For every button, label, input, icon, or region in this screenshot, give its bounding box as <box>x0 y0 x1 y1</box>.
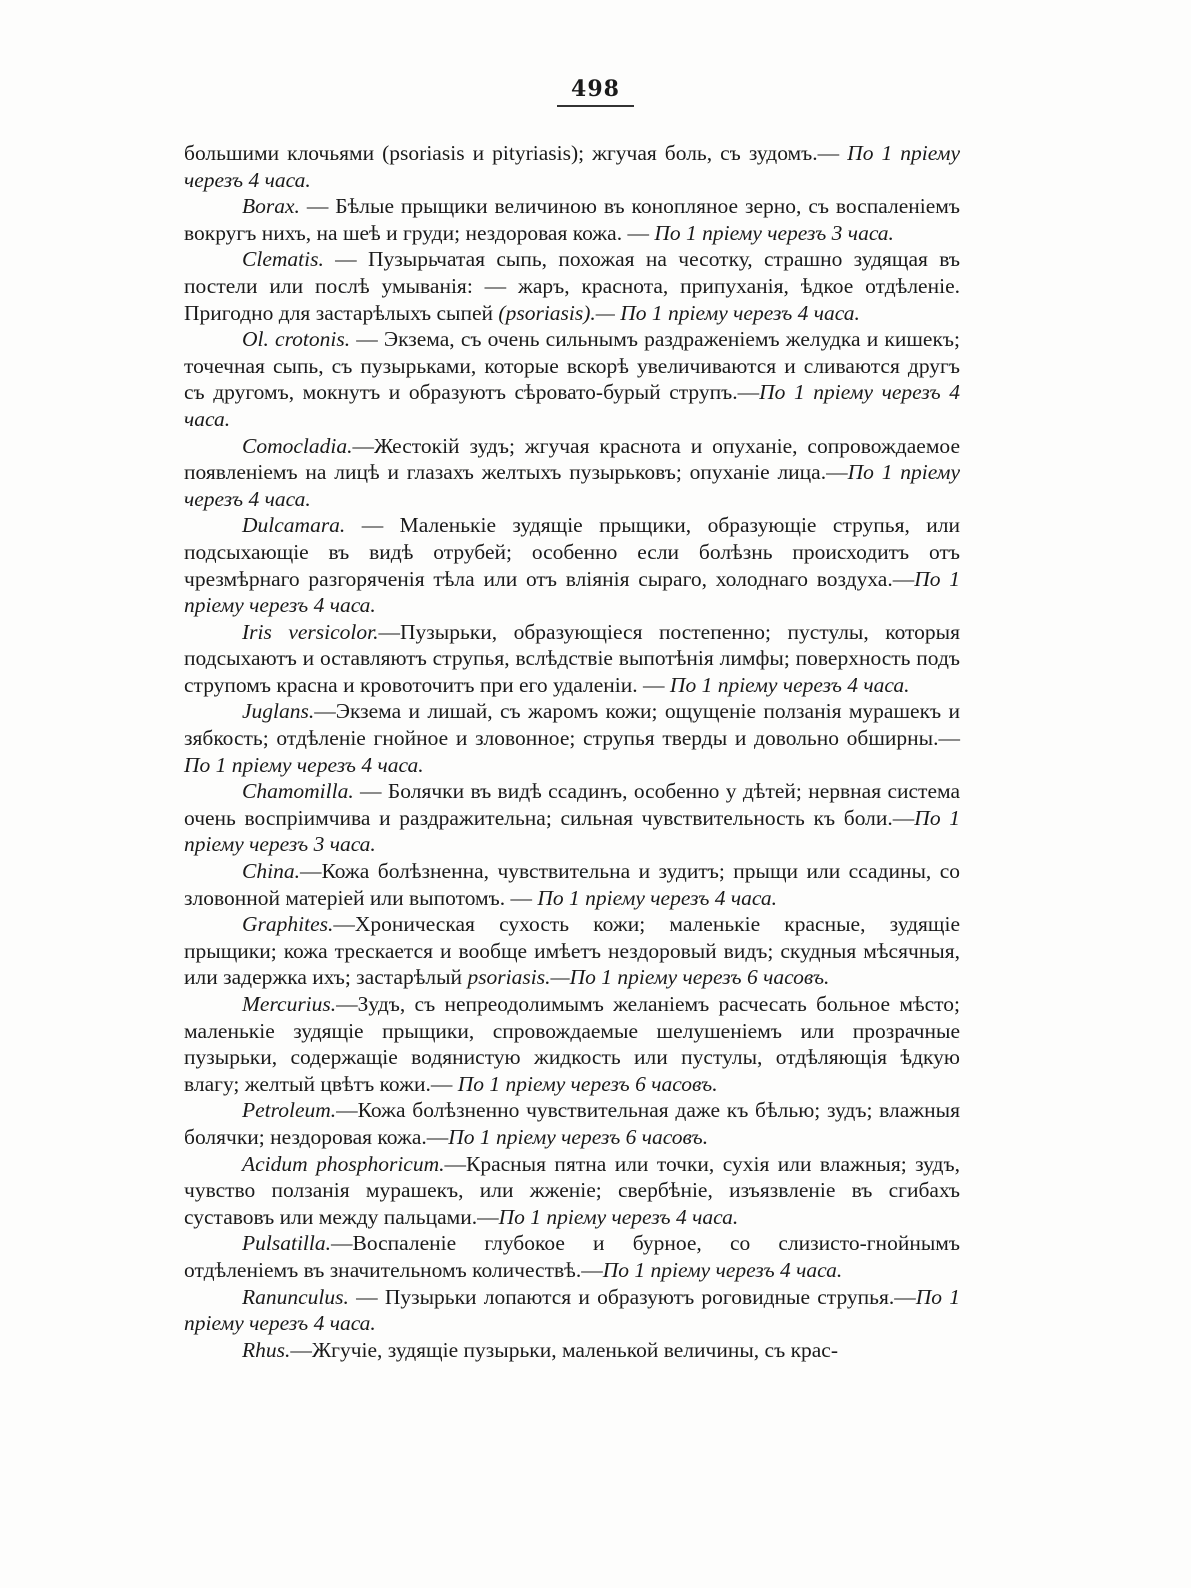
paragraph-text: —Жестокій зудъ; жгучая краснота и опуханіе, сопровождаемое появленіемъ на лицѣ и глазахъ желтыхъ пузырьковъ; опуханіе лица.— <box>184 433 960 485</box>
paragraph-text: — Бѣлые прыщики величиною въ конопляное зерно, съ воспаленіемъ вокругъ нихъ, на шеѣ и груди; нездоровая кожа. — <box>184 194 960 245</box>
remedy-paragraph-ol-crotonis <box>184 326 960 432</box>
paragraph-text: —Зудъ, съ непреодолимымъ желаніемъ расчесать больное мѣсто; маленькіе зудящіе прыщики, спровождаемые шелушеніемъ или прозрачные пузырьки, содержащіе водянистую жидкость или пустулы, отдѣляющія ѣдкую влагу; желтый цвѣтъ кожи.— <box>184 992 960 1096</box>
dosage-instruction: По 1 пріему черезъ 4 часа. <box>184 141 960 192</box>
paragraph-text: —Кожа болѣзненна, чувствительна и зудитъ; прыщи или ссадины, со зловонной матеріей или выпотомъ. — <box>184 859 960 910</box>
remedy-paragraph-acidum-phosphoricum <box>184 1151 960 1231</box>
remedy-name: Iris versicolor. <box>242 619 379 644</box>
remedy-paragraph-petroleum <box>184 1097 960 1150</box>
remedy-name: Comocladia. <box>242 433 353 458</box>
dosage-instruction: По 1 пріему черезъ 4 часа. <box>184 566 961 618</box>
remedy-name: Clematis. <box>242 247 324 272</box>
remedy-name: Acidum phosphoricum. <box>242 1151 445 1176</box>
dosage-instruction: По 1 пріему черезъ 3 часа. <box>184 805 961 857</box>
page-body <box>184 140 960 1363</box>
dosage-instruction: По 1 пріему черезъ 6 часовъ. <box>448 1124 709 1149</box>
remedy-paragraph-rhus <box>184 1337 960 1364</box>
dosage-instruction: По 1 пріему черезъ 4 часа. <box>669 672 910 697</box>
paragraph-text: большими клочьями (psoriasis и pityriasis); жгучая боль, съ зудомъ.— <box>184 141 840 165</box>
paragraph-text: —Кожа болѣзненно чувствительная даже къ бѣлью; зудъ; влажныя болячки; нездоровая кожа.— <box>184 1098 960 1149</box>
paragraph-text: —Хроническая сухость кожи; маленькіе красные, зудящіе прыщики; кожа трескается и вообще имѣетъ нездоровый видъ; скудныя мѣсячныя, или задержка ихъ; застарѣлый <box>184 912 960 990</box>
dosage-instruction: По 1 пріему черезъ 4 часа. <box>602 1257 843 1282</box>
dosage-instruction: По 1 пріему черезъ 4 часа. <box>184 380 961 431</box>
paragraph-text: — Пузырьки лопаются и образуютъ роговидные струпья.— <box>348 1284 916 1309</box>
paragraph-text: — Экзема, съ очень сильнымъ раздраженіемъ желудка и кишекъ; точечная сыпь, съ пузырьками, которые вскорѣ увеличиваются и сливаются другъ съ другомъ, мокнутъ и образуютъ сѣровато-бурый струпъ.— <box>184 327 960 405</box>
paragraph-text: — Маленькіе зудящіе прыщики, образующіе струпья, или подсыхающіе въ видѣ отрубей; особенно если болѣзнь происходитъ отъ чрезмѣрнаго разгоряченія тѣла или отъ вліянія сыраго, холоднаго воздуха.— <box>184 513 960 591</box>
page-number: 498 <box>557 75 634 107</box>
remedy-paragraph-pulsatilla <box>184 1230 960 1283</box>
remedy-paragraph-iris-versicolor <box>184 619 960 699</box>
paragraph-text: — Болячки въ видѣ ссадинъ, особенно у дѣтей; нервная система очень воспріимчива и раздражительна; сильная чувствительность къ боли.— <box>184 779 960 830</box>
paragraph-text: —Жгучіе, зудящіе пузырьки, маленькой величины, съ крас- <box>290 1337 839 1362</box>
remedy-name: Petroleum. <box>242 1098 337 1123</box>
remedy-name: Pulsatilla. <box>242 1231 331 1256</box>
remedy-paragraph-graphites <box>184 911 960 991</box>
dosage-instruction: По 1 пріему черезъ 4 часа. <box>537 885 777 910</box>
dosage-instruction: (psoriasis).— По 1 пріему черезъ 4 часа. <box>498 300 860 325</box>
paragraph-text: —Пузырьки, образующіеся постепенно; пустулы, которыя подсыхаютъ и оставляютъ струпья, вслѣдствіе выпотѣнія лимфы; поверхность подъ струпомъ красна и кровоточитъ при его удаленіи. — <box>184 619 960 697</box>
remedy-name: Mercurius. <box>242 992 337 1016</box>
remedy-paragraph-china <box>184 858 960 911</box>
remedy-paragraph-juglans <box>184 698 960 778</box>
remedy-paragraph-comocladia <box>184 433 960 513</box>
remedy-name: Ranunculus. <box>242 1284 349 1309</box>
dosage-instruction: По 1 пріему черезъ 6 часовъ. <box>457 1071 718 1096</box>
remedy-paragraph-ranunculus <box>184 1284 960 1337</box>
dosage-instruction: По 1 пріему черезъ 4 часа. <box>498 1204 739 1229</box>
page-header <box>0 75 1191 107</box>
dosage-instruction: По 1 пріему черезъ 4 часа. <box>184 752 424 777</box>
dosage-instruction: psoriasis.—По 1 пріему черезъ 6 часовъ. <box>467 965 830 990</box>
remedy-name: Dulcamara. <box>242 513 346 538</box>
paragraph-text: —Воспаленіе глубокое и бурное, со слизисто-гнойнымъ отдѣленіемъ въ значительномъ количествѣ.— <box>184 1231 960 1282</box>
dosage-instruction: По 1 пріему черезъ 4 часа. <box>184 1284 960 1336</box>
paragraph-text: — Пузырьчатая сыпь, похожая на чесотку, страшно зудящая въ постели или послѣ умыванія: — жаръ, краснота, припуханія, ѣдкое отдѣленіе. Пригодно для застарѣлыхъ сыпей <box>184 247 960 325</box>
remedy-name: Juglans. <box>242 699 315 724</box>
remedy-name: China. <box>242 859 300 884</box>
remedy-name: Chamomilla. <box>242 779 354 804</box>
remedy-name: Borax. <box>242 194 300 219</box>
remedy-paragraph-borax <box>184 193 960 246</box>
dosage-instruction: По 1 пріему черезъ 4 часа. <box>184 460 960 511</box>
remedy-paragraph-dulcamara <box>184 512 960 618</box>
paragraph-continuation <box>184 140 960 193</box>
remedy-paragraph-clematis <box>184 246 960 326</box>
remedy-paragraph-chamomilla <box>184 778 960 858</box>
paragraph-text: —Экзема и лишай, съ жаромъ кожи; ощущеніе ползанія мурашекъ и зябкость; отдѣленіе гнойное и зловонное; струпья тверды и довольно обширны.— <box>184 699 960 751</box>
dosage-instruction: По 1 пріему черезъ 3 часа. <box>654 220 894 245</box>
remedy-name: Graphites. <box>242 912 334 937</box>
remedy-name: Rhus. <box>242 1337 291 1362</box>
remedy-paragraph-mercurius <box>184 991 960 1097</box>
remedy-name: Ol. crotonis. <box>242 327 351 352</box>
paragraph-text: —Красныя пятна или точки, сухія или влажныя; зудъ, чувство ползанія мурашекъ, или жженіе; свербѣніе, изъязвленіе въ сгибахъ суставовъ или между пальцами.— <box>184 1151 960 1229</box>
